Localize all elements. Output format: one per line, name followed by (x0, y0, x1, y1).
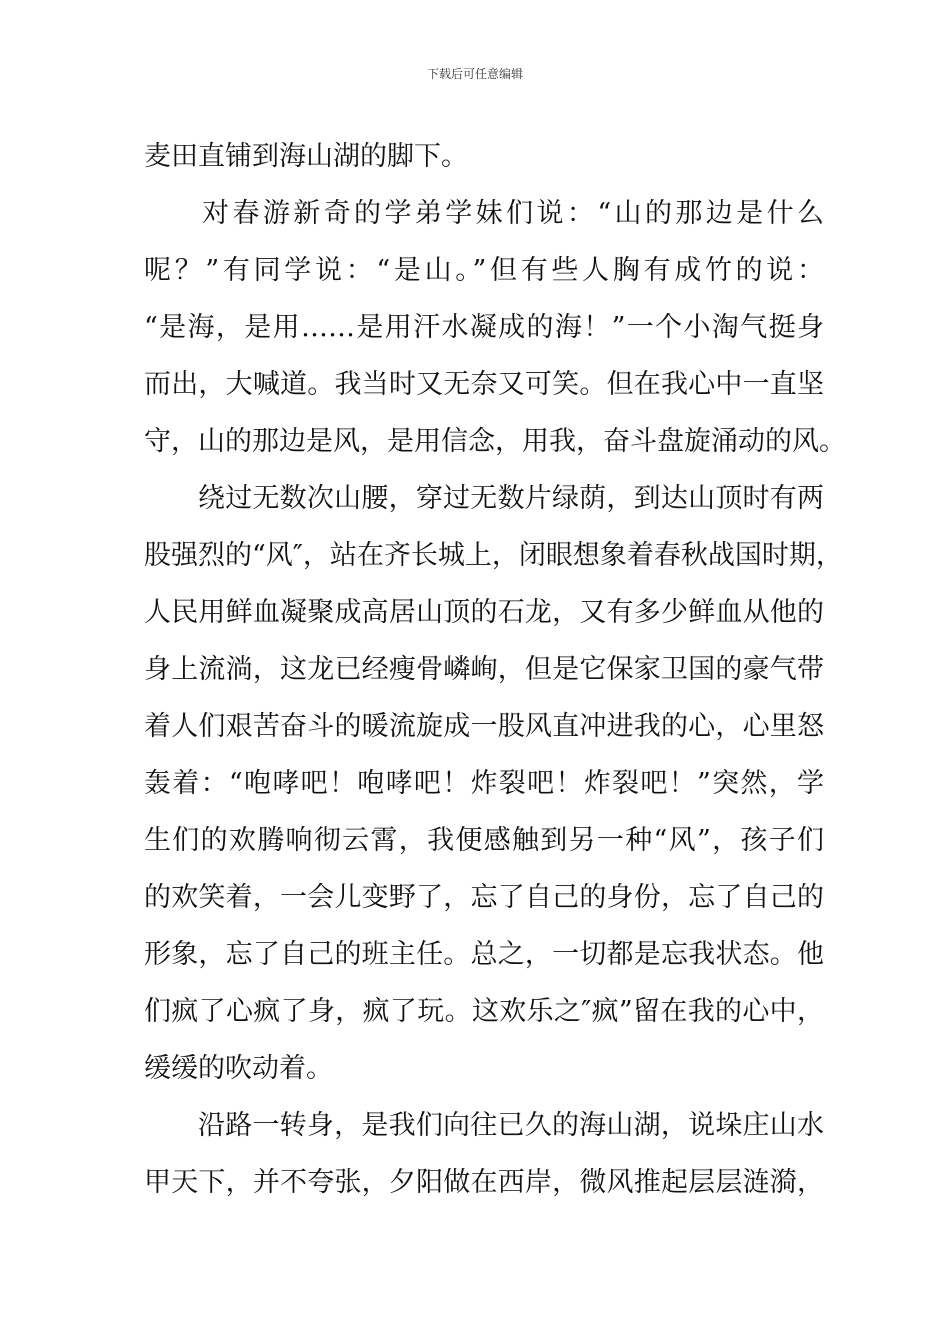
text-line: 而出，大喊道。我当时又无奈又可笑。但在我心中一直坚 (144, 369, 824, 400)
text-line: 股强烈的“风″，站在齐长城上，闭眼想象着春秋战国时期， (144, 540, 843, 571)
paragraph (144, 128, 824, 185)
paragraph (144, 185, 846, 470)
text-line: 身上流淌，这龙已经瘦骨嶙峋，但是它保家卫国的豪气带 (144, 654, 824, 685)
text-line: 们疯了心疯了身，疯了玩。这欢乐之″疯”留在我的心中， (144, 996, 824, 1027)
text-line: 对春游新奇的学弟学妹们说：“山的那边是什么 (202, 198, 824, 229)
text-line: 沿路一转身，是我们向往已久的海山湖，说垛庄山水 (198, 1110, 824, 1141)
text-line: 麦田直铺到海山湖的脚下。 (144, 141, 468, 172)
text-line: 生们的欢腾响彻云霄，我便感触到另一种“风”，孩子们 (144, 825, 824, 856)
paragraph (144, 1097, 824, 1211)
text-line: 轰着：“咆哮吧！咆哮吧！炸裂吧！炸裂吧！”突然，学 (144, 768, 824, 799)
text-line: 甲天下，并不夸张，夕阳做在西岸，微风推起层层涟漪， (144, 1167, 824, 1198)
text-line: 形象，忘了自己的班主任。总之，一切都是忘我状态。他 (144, 939, 824, 970)
text-line: “是海，是用……是用汗水凝成的海！”一个小淘气挺身 (144, 312, 824, 343)
paragraph (144, 470, 843, 1097)
page-header: 下载后可任意编辑 (426, 67, 523, 81)
text-line: 着人们艰苦奋斗的暖流旋成一股风直冲进我的心，心里怒 (144, 711, 824, 742)
text-line: 的欢笑着，一会儿变野了，忘了自己的身份，忘了自己的 (144, 882, 824, 913)
text-line: 绕过无数次山腰，穿过无数片绿荫，到达山顶时有两 (198, 483, 824, 514)
text-line: 呢？”有同学说：“是山。”但有些人胸有成竹的说： (144, 255, 824, 286)
text-line: 人民用鲜血凝聚成高居山顶的石龙，又有多少鲜血从他的 (144, 597, 824, 628)
document-body (144, 128, 846, 1211)
text-line: 守，山的那边是风，是用信念，用我，奋斗盘旋涌动的风。 (144, 426, 846, 457)
text-line: 缓缓的吹动着。 (144, 1053, 333, 1084)
